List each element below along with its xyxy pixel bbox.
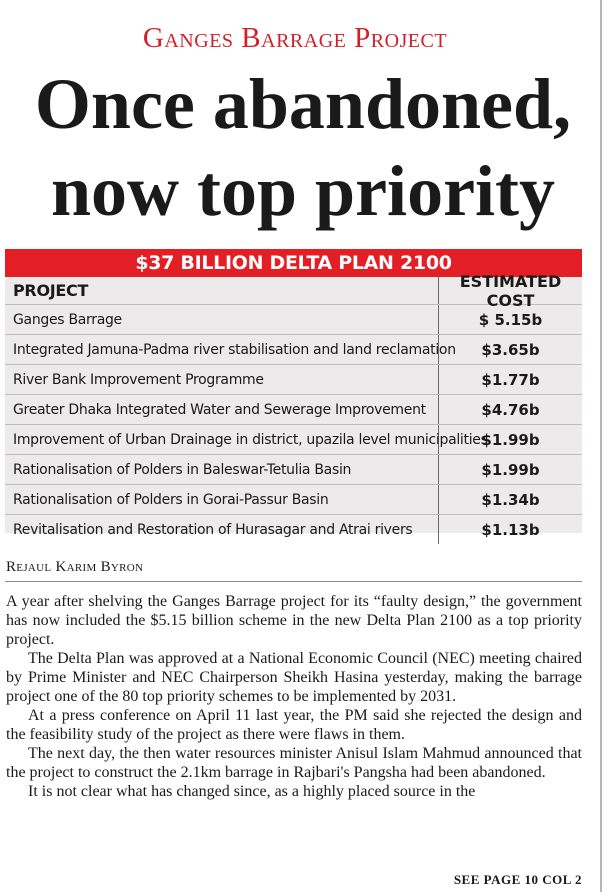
table-row xyxy=(5,305,582,335)
paragraph: It is not clear what has changed since, as a highly placed source in the xyxy=(28,783,476,800)
headline-line-1: Once abandoned, xyxy=(34,64,572,144)
continuation-jump[interactable]: SEE PAGE 10 COL 2 xyxy=(453,872,582,887)
row-cost: $1.99b xyxy=(481,460,540,479)
table-row xyxy=(5,515,582,544)
paragraph: A year after shelving the Ganges Barrage project for its “faulty design,” the government has now included the $5.15 billion scheme in the new Delta Plan 2100 as a top priority project. xyxy=(6,593,582,648)
row-project: Ganges Barrage xyxy=(5,305,439,334)
byline: Rejaul Karim Byron xyxy=(6,559,144,575)
row-cost: $4.76b xyxy=(481,400,540,419)
row-project: Rationalisation of Polders in Gorai-Passur Basin xyxy=(5,485,439,514)
table-row xyxy=(5,455,582,485)
row-project: Greater Dhaka Integrated Water and Sewerage Improvement xyxy=(5,395,439,424)
table-row xyxy=(5,335,582,365)
row-cost: $1.34b xyxy=(481,490,540,509)
page-edge-rule xyxy=(600,0,602,892)
header-cost: ESTIMATED COST xyxy=(459,271,562,310)
row-project: Integrated Jamuna-Padma river stabilisation and land reclamation xyxy=(5,335,439,364)
table-header-row xyxy=(5,271,582,310)
article-body xyxy=(6,592,582,801)
row-project: Improvement of Urban Drainage in district, upazila level municipalities xyxy=(5,425,439,454)
section-kicker: Ganges Barrage Project xyxy=(142,22,448,54)
table-row xyxy=(5,365,582,395)
row-project: Rationalisation of Polders in Baleswar-Tetulia Basin xyxy=(5,455,439,484)
row-project: Revitalisation and Restoration of Hurasagar and Atrai rivers xyxy=(5,515,439,544)
header-project: PROJECT xyxy=(5,277,439,304)
row-cost: $1.99b xyxy=(481,430,540,449)
byline-divider xyxy=(5,581,582,582)
table-row xyxy=(5,395,582,425)
table-row xyxy=(5,425,582,455)
row-cost: $1.13b xyxy=(481,520,540,539)
row-cost: $1.77b xyxy=(481,370,540,389)
headline-line-2: now top priority xyxy=(51,151,555,231)
table-banner: $37 BILLION DELTA PLAN 2100 xyxy=(5,249,582,277)
row-project: River Bank Improvement Programme xyxy=(5,365,439,394)
row-cost: $3.65b xyxy=(481,340,540,359)
paragraph: At a press conference on April 11 last year, the PM said she rejected the design and the feasibility study of the project as there were flaws in them. xyxy=(6,707,582,743)
paragraph: The next day, the then water resources minister Anisul Islam Mahmud announced that the project to construct the 2.1km barrage in Rajbari's Pangsha had been abandoned. xyxy=(6,745,582,781)
delta-plan-table xyxy=(5,249,582,539)
paragraph: The Delta Plan was approved at a National Economic Council (NEC) meeting chaired by Prime Minister and NEC Chairperson Sheikh Hasina yesterday, making the barrage project one of the 80 top priority schemes to be implemented by 2031. xyxy=(6,650,582,705)
row-cost: $ 5.15b xyxy=(478,310,543,329)
table-body xyxy=(5,271,582,539)
table-row xyxy=(5,485,582,515)
